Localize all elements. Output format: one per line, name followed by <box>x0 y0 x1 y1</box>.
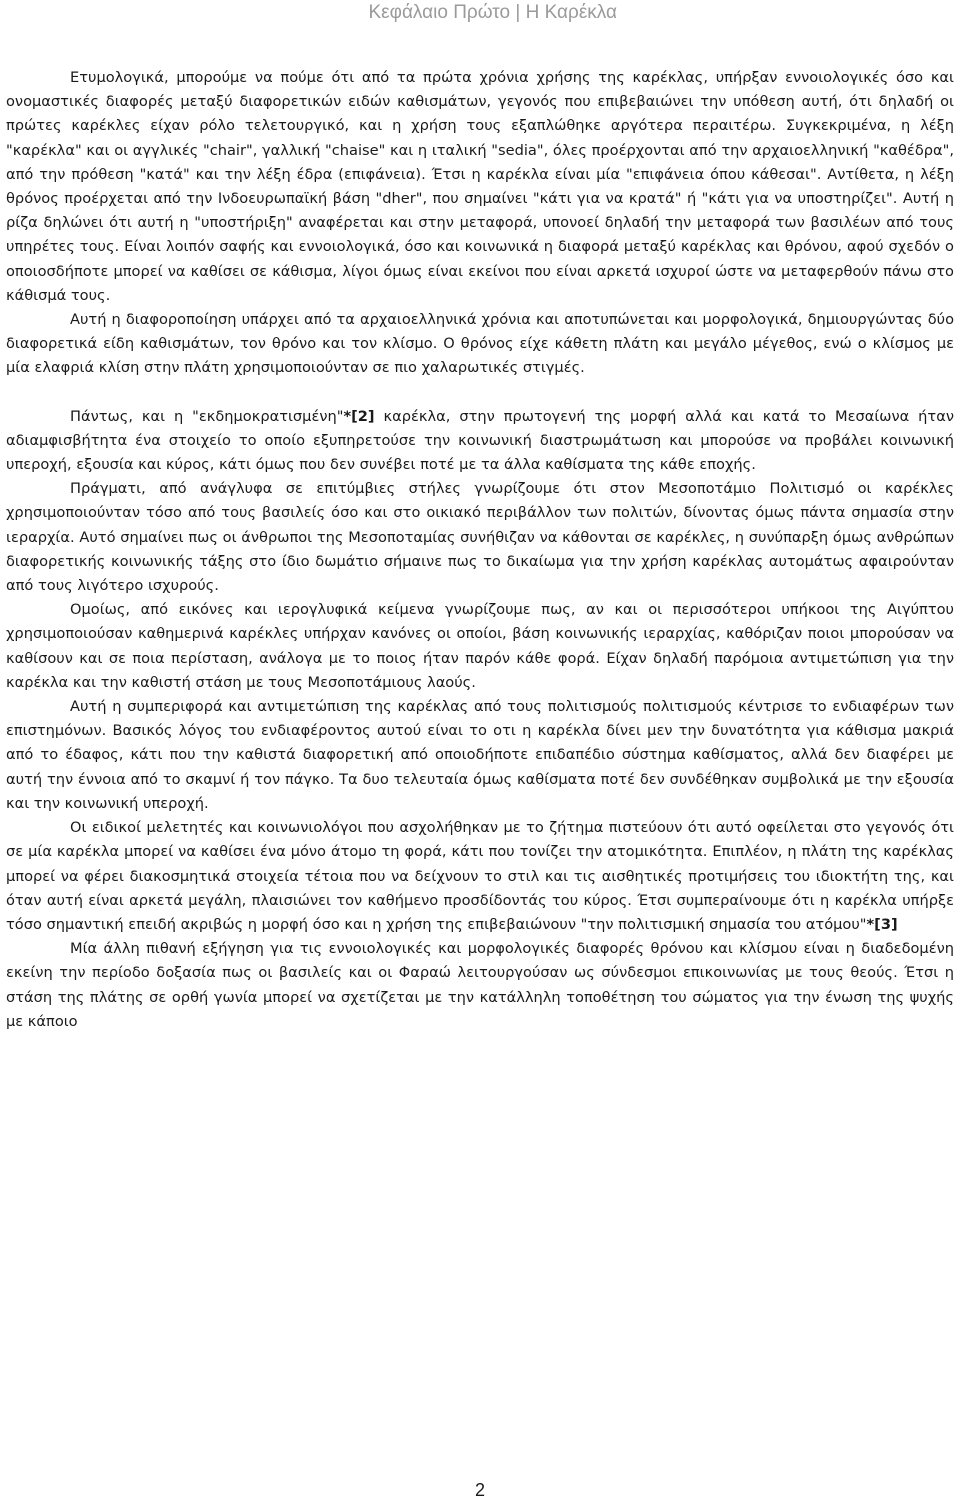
paragraph-throne-klismos: Αυτή η διαφοροποίηση υπάρχει από τα αρχαιοελληνικά χρόνια και αποτυπώνεται και μορφολογικά, δημιουργώντας δύο διαφορετικά είδη καθισμάτων, τον θρόνο και τον κλίσμο. Ο θρόνος είχε κάθετη πλάτη και μεγάλο μέγεθος, ενώ ο κλίσμος με μία ελαφριά κλίση στην πλάτη χρησιμοποιούνταν σε πιο χαλαρωτικές στιγμές. <box>6 311 954 377</box>
footnote-reference[interactable]: *[2] <box>343 407 375 425</box>
paragraph-pharaohs: Μία άλλη πιθανή εξήγηση για τις εννοιολογικές και μορφολογικές διαφορές θρόνου και κλίσμου είναι η διαδεδομένη εκείνη την περίοδο δοξασία πως οι βασιλείς και οι Φαραώ λειτουργούσαν ως σύνδεσμοι επικοινωνίας με τους θεούς. Έτσι η στάση της πλάτης σε ορθή γωνία μπορεί να σχετίζεται με την κατάλληλη τοποθέτηση του σώματος για την ένωση της ψυχής με κάποιο <box>6 940 954 1030</box>
paragraph-scientific-interest: Αυτή η συμπεριφορά και αντιμετώπιση της καρέκλας από τους πολιτισμούς πολιτισμούς κέντρισε το ενδιαφέρων των επιστημόνων. Βασικός λόγος του ενδιαφέροντος αυτού είναι το οτι η καρέκλα δίνει μεν την δυνατότητα για κάθισμα μακριά από το έδαφος, κάτι που την καθιστά διαφορετική από οποιοδήποτε επιδαπέδιο σύστημα καθίσματος, αλλά δεν διαφέρει με αυτή την έννοια από το σκαμνί ή τον πάγκο. Τα δυο τελευταία όμως καθίσματα ποτέ δεν συνδέθηκαν συμβολικά με την εξουσία και την κοινωνική υπεροχή. <box>6 698 954 812</box>
paragraph-text: Οι ειδικοί μελετητές και κοινωνιολόγοι που ασχολήθηκαν με το ζήτημα πιστεύουν ότι αυτό οφείλεται στο γεγονός ότι σε μία καρέκλα μπορεί να καθίσει ένα μόνο άτομο τη φορά, κάτι που τονίζει την ατομικότητα. Επιπλέον, η πλάτη της καρέκλας μπορεί να φέρει διακοσμητικά στοιχεία τέτοια που να δείχνουν το στιλ και τις αισθητικές προτιμήσεις του ιδιοκτήτη της, και όταν αυτή είναι αρκετά μεγάλη, πλαισιώνει τον καθήμενο προσδίδοντάς του κύρος. Έτσι συμπεραίνουμε ότι η καρέκλα υπήρξε τόσο σημαντική επειδή ακριβώς η μορφή όσο και η χρήση της επιβεβαιώνουν "την πολιτισμική σημασία του ατόμου" <box>6 819 954 933</box>
paragraph-mesopotamia: Πράγματι, από ανάγλυφα σε επιτύμβιες στήλες γνωρίζουμε ότι στον Μεσοποτάμιο Πολιτισμό οι καρέκλες χρησιμοποιούνταν τόσο από τους βασιλείς όσο και στο οικιακό περιβάλλον των πολιτών, δίνοντας όμως πάντα σημασία στην ιεραρχία. Αυτό σημαίνει πως οι άνθρωποι της Μεσοποταμίας συνήθιζαν να κάθονται σε καρέκλες, η συνύπαρξη όμως ανθρώπων διαφορετικής κοινωνικής τάξης στο ίδιο δωμάτιο σήμαινε πως το δικαίωμα για την χρήση καρέκλας αυτομάτως αφαιρούνταν από τους λιγότερο ισχυρούς. <box>6 480 954 595</box>
chapter-body <box>6 66 954 1034</box>
running-header: Κεφάλαιο Πρώτο | Η Καρέκλα <box>368 2 617 23</box>
page-number: 2 <box>474 1480 485 1500</box>
paragraph-egypt: Ομοίως, από εικόνες και ιερογλυφικά κείμενα γνωρίζουμε πως, αν και οι περισσότεροι υπήκοοι της Αιγύπτου χρησιμοποιούσαν καθημερινά καρέκλες υπήρχαν κανόνες οι οποίοι, βάση κοινωνικής ιεραρχίας, καθόριζαν ποιοι μπορούσαν να καθίσουν και σε ποια περίσταση, ανάλογα με το ποιος ήταν παρόν κάθε φορά. Είχαν δηλαδή παρόμοια αντιμετώπιση για την καρέκλα και την καθιστή στάση με τους Μεσοποτάμιους λαούς. <box>6 601 954 691</box>
paragraph-text: καρέκλα, στην πρωτογενή της μορφή αλλά και κατά το Μεσαίωνα ήταν αδιαμφισβήτητα ένα στοιχείο το οποίο εξυπηρετούσε την κοινωνική διαστρωμάτωση και μπορούσε να προβάλει κοινωνική υπεροχή, εξουσία και κύρος, κάτι όμως που δεν συνέβει ποτέ με τα άλλα καθίσματα της κάθε εποχής. <box>6 407 954 474</box>
paragraph-democratized-chair <box>6 405 954 478</box>
paragraph-text: Πάντως, και η "εκδημοκρατισμένη" <box>70 407 344 425</box>
footnote-reference[interactable]: *[3] <box>866 915 898 933</box>
paragraph-etymology: Ετυμολογικά, μπορούμε να πούμε ότι από τα πρώτα χρόνια χρήσης της καρέκλας, υπήρξαν εννοιολογικές όσο και ονομαστικές διαφορές μεταξύ διαφορετικών ειδών καθισμάτων, γεγονός που επιβεβαιώνει την υπόθεση αυτή, ότι δηλαδή οι πρώτες καρέκλες είχαν ρόλο τελετουργικό, και η χρήση τους εξαπλώθηκε αργότερα περαιτέρω. Συγκεκριμένα, η λέξη "καρέκλα" και οι αγγλικές "chair", γαλλική "chaise" και η ιταλική "sedia", όλες προέρχονται από την αρχαιοελληνική "καθέδρα", από την πρόθεση "κατά" και την λέξη έδρα (επιφάνεια). Έτσι η καρέκλα είναι μία "επιφάνεια όπου κάθεσαι". Αντίθετα, η λέξη θρόνος προέρχεται από την Ινδοευρωπαϊκή βάση "dher", που σημαίνει "κάτι για να κρατά" ή "κάτι για να υποστηρίζει". Αυτή η ρίζα δηλώνει ότι αυτή η "υποστήριξη" αναφέρεται και στην μεταφορά, υπονοεί δηλαδή την μεταφορά των βασιλέων από τους υπηρέτες τους. Είναι λοιπόν σαφής και εννοιολογικά, όσο και κοινωνικά η διαφορά μεταξύ καρέκλας και θρόνου, αφού σχεδόν ο οποιοσδήποτε μπορεί να καθίσει σε κάθισμα, λίγοι όμως είναι εκείνοι που είναι αρκετά ισχυροί ώστε να μεταφερθούν πάνω στο κάθισμά τους. <box>6 69 954 304</box>
paragraph-individuality <box>6 816 954 937</box>
